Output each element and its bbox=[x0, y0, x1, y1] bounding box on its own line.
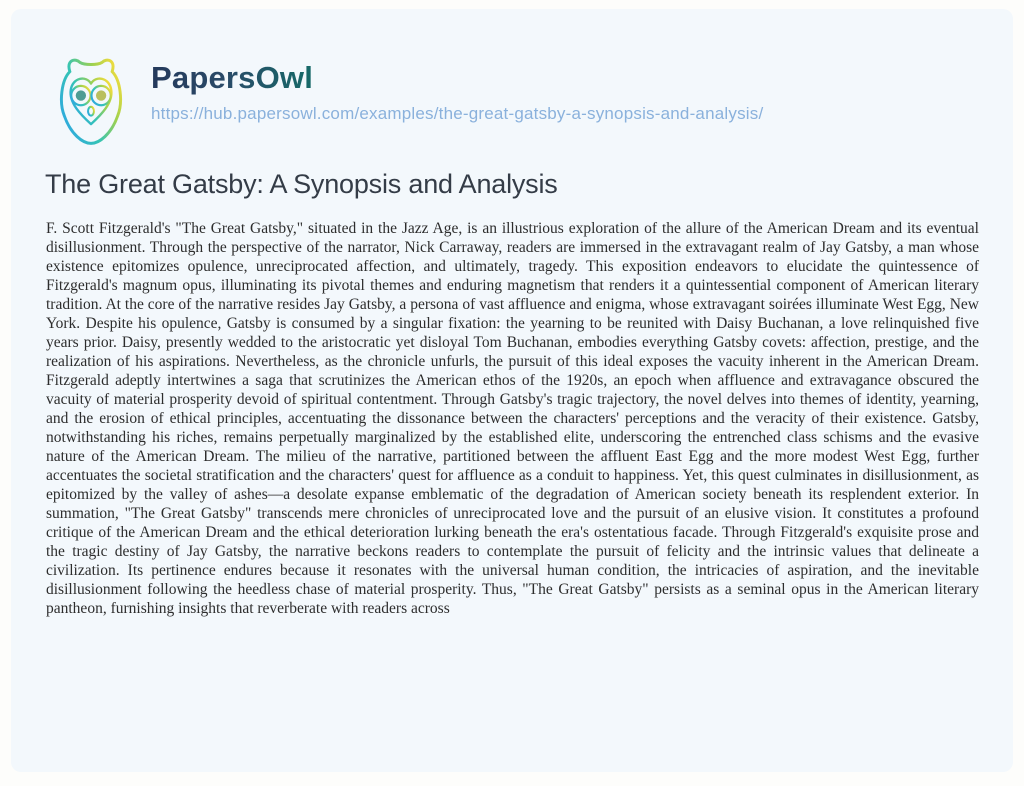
essay-body-text: F. Scott Fitzgerald's "The Great Gatsby," situated in the Jazz Age, is an illustrious exploration of the allure of the American Dream and its eventual disillusionment. Through the perspective of the narrator, Nick Carraway, readers are immersed in the extravagant realm of Jay Gatsby, a man whose existence epitomizes opulence, unreciprocated affection, and ultimately, tragedy. This exposition endeavors to elucidate the quintessence of Fitzgerald's magnum opus, illuminating its pivotal themes and enduring magnetism that renders it a quintessential component of American literary tradition. At the core of the narrative resides Jay Gatsby, a persona of vast affluence and enigma, whose extravagant soirées illuminate West Egg, New York. Despite his opulence, Gatsby is consumed by a singular fixation: the yearning to be reunited with Daisy Buchanan, a love relinquished five years prior. Daisy, presently wedded to the aristocratic yet disloyal Tom Buchanan, embodies everything Gatsby covets: affection, prestige, and the realization of his aspirations. Nevertheless, as the chronicle unfurls, the pursuit of this ideal exposes the vacuity inherent in the American Dream. Fitzgerald adeptly intertwines a saga that scrutinizes the American ethos of the 1920s, an epoch when affluence and extravagance obscured the vacuity of material prosperity devoid of spiritual contentment. Through Gatsby's tragic trajectory, the novel delves into themes of identity, yearning, and the erosion of ethical principles, accentuating the dissonance between the characters' perceptions and the veracity of their existence. Gatsby, notwithstanding his riches, remains perpetually marginalized by the established elite, underscoring the entrenched class schisms and the evasive nature of the American Dream. The milieu of the narrative, partitioned between the affluent East Egg and the more modest West Egg, further accentuates the societal stratification and the characters' quest for affluence as a conduit to happiness. Yet, this quest culminates in disillusionment, as epitomized by the valley of ashes—a desolate expanse emblematic of the degradation of American society beneath its resplendent exterior. In summation, "The Great Gatsby" transcends mere chronicles of unreciprocated love and the pursuit of an elusive vision. It constitutes a profound critique of the American Dream and the ethical deterioration lurking beneath the era's ostentatious facade. Through Fitzgerald's exquisite prose and the tragic destiny of Jay Gatsby, the narrative beckons readers to contemplate the pursuit of felicity and the intrinsic values that delineate a civilization. Its pertinence endures because it resonates with the universal human condition, the intricacies of aspiration, and the inevitable disillusionment following the heedless chase of material prosperity. Thus, "The Great Gatsby" persists as a seminal opus in the American literary pantheon, furnishing insights that reverberate with readers across bbox=[46, 220, 979, 617]
brand-name[interactable]: PapersOwl bbox=[151, 60, 314, 95]
owl-icon bbox=[45, 54, 137, 150]
page-title: The Great Gatsby: A Synopsis and Analysis bbox=[45, 169, 558, 199]
page-url-link[interactable]: https://hub.papersowl.com/examples/the-great-gatsby-a-synopsis-and-analysis/ bbox=[151, 104, 764, 123]
papersowl-logo[interactable] bbox=[45, 54, 137, 150]
